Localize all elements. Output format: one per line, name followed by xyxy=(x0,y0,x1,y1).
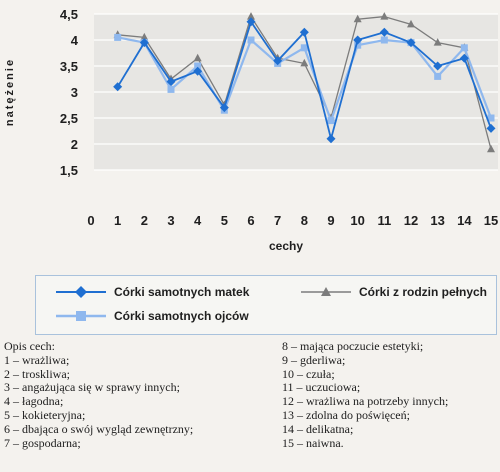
x-tick-label: 8 xyxy=(300,213,308,228)
note-item: 15 – naiwna. xyxy=(282,435,344,450)
note-item: 10 – czuła; xyxy=(282,366,335,381)
legend-item-pelnych xyxy=(301,285,487,299)
x-axis-label: cechy xyxy=(268,239,304,253)
note-item: 6 – dbająca o swój wygląd zewnętrzny; xyxy=(4,421,194,436)
legend-swatch-diamond-icon xyxy=(56,286,106,298)
note-item: 5 – kokieteryjna; xyxy=(4,407,86,422)
legend-label: Córki z rodzin pełnych xyxy=(359,285,488,299)
y-tick-label: 4 xyxy=(70,33,78,48)
x-tick-label: 2 xyxy=(140,213,148,228)
data-point xyxy=(461,44,468,51)
y-tick-label: 4,5 xyxy=(59,7,78,22)
y-tick-label: 2,5 xyxy=(59,111,78,126)
notes-title: Opis cech: xyxy=(4,339,55,353)
x-tick-label: 12 xyxy=(403,213,419,228)
legend-label: Córki samotnych ojców xyxy=(114,309,249,323)
feature-description xyxy=(4,340,496,472)
x-tick-label: 1 xyxy=(114,213,122,228)
note-item: 1 – wrażliwa; xyxy=(4,352,70,367)
x-tick-label: 0 xyxy=(87,213,95,228)
y-tick-label: 3,5 xyxy=(59,59,78,74)
y-axis-label: natężenie xyxy=(4,57,16,127)
note-item: 7 – gospodarna; xyxy=(4,435,81,450)
data-point xyxy=(248,37,255,44)
legend-swatch-square-icon xyxy=(56,310,106,322)
note-item: 4 – łagodna; xyxy=(4,394,64,409)
y-tick-labels xyxy=(60,7,79,178)
x-tick-label: 4 xyxy=(194,213,202,228)
legend-label: Córki samotnych matek xyxy=(114,285,250,299)
x-tick-label: 15 xyxy=(483,213,499,228)
x-tick-label: 5 xyxy=(220,213,228,228)
data-point xyxy=(381,37,388,44)
data-point xyxy=(168,86,175,93)
note-item: 2 – troskliwa; xyxy=(4,366,70,381)
x-tick-label: 6 xyxy=(247,213,255,228)
x-tick-label: 7 xyxy=(274,213,282,228)
note-item: 3 – angażująca się w sprawy innych; xyxy=(4,380,180,395)
y-tick-label: 1,5 xyxy=(59,163,78,178)
note-item: 8 – mająca poczucie estetyki; xyxy=(282,339,424,353)
data-point xyxy=(328,117,335,124)
x-tick-label: 13 xyxy=(430,213,445,228)
legend xyxy=(35,275,497,335)
y-tick-label: 2 xyxy=(70,137,78,152)
legend-item-matek xyxy=(56,285,249,299)
data-point xyxy=(434,73,441,80)
x-tick-labels xyxy=(87,213,498,228)
note-item: 14 – delikatna; xyxy=(282,421,354,436)
x-tick-label: 9 xyxy=(327,213,335,228)
y-tick-label: 3 xyxy=(70,85,78,100)
x-tick-label: 10 xyxy=(350,213,365,228)
x-tick-label: 11 xyxy=(377,213,392,228)
x-tick-label: 14 xyxy=(457,213,472,228)
legend-item-ojcow xyxy=(56,309,249,323)
note-item: 11 – uczuciowa; xyxy=(282,380,361,395)
note-item: 12 – wrażliwa na potrzeby innych; xyxy=(282,394,449,409)
legend-swatch-triangle-icon xyxy=(301,286,351,298)
note-item: 9 – gderliwa; xyxy=(282,352,346,367)
x-tick-label: 3 xyxy=(167,213,175,228)
note-item: 13 – zdolna do poświęceń; xyxy=(282,407,410,422)
data-point xyxy=(114,34,121,41)
